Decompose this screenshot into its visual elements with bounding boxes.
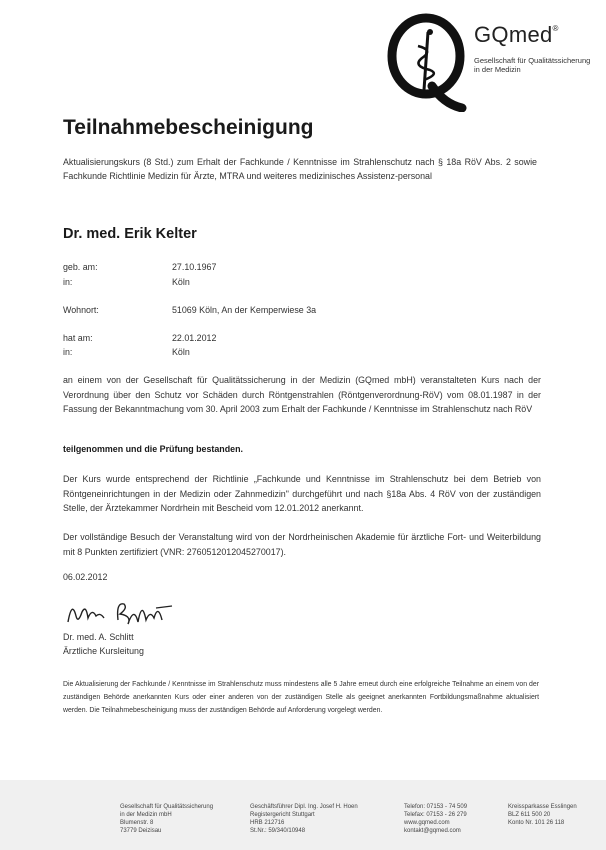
issue-date: 06.02.2012 xyxy=(63,572,108,582)
gqmed-logo-icon xyxy=(384,12,470,112)
footer-contact: Telefon: 07153 - 74 509 Telefax: 07153 - 26 279 www.gqmed.com kontakt@gqmed.com xyxy=(404,804,468,834)
footer-company: Gesellschaft für Qualitätssicherung in der Medizin mbH Blumenstr. 8 73779 Deizisau xyxy=(120,804,214,834)
course-place-value: Köln xyxy=(172,347,190,357)
birthplace-label: in: xyxy=(63,277,73,287)
participant-name: Dr. med. Erik Kelter xyxy=(63,226,197,242)
course-paragraph: an einem von der Gesellschaft für Qualitätssicherung in der Medizin (GQmed mbH) veranstalteten Kurs nach der Verordnung über den Schutz vor Schäden durch Röntgenstrahlen (Röntgenverordnung-RöV) vom 08.01.1987 in der Fassung der Bekanntmachung vom 30. April 2003 zum Erhalt der Fachkunde / Kenntnisse im Strahlenschutz nach RöV xyxy=(63,375,541,414)
renewal-note: Die Aktualisierung der Fachkunde / Kenntnisse im Strahlenschutz muss mindestens alle 5 Jahre erneut durch eine erfolgreiche Teilnahme an einem von der zuständigen Behörde anerkannten Kurs oder einer anderen von der zuständigen Stelle als geeignet anerkannten Fortbildungsmaßnahme aktualisiert werden. Die Teilnahmebescheinigung muss der zuständigen Behörde auf Anforderung vorgelegt werden. xyxy=(63,681,539,714)
signature-icon xyxy=(62,594,182,630)
signatory-role: Ärztliche Kursleitung xyxy=(63,646,144,656)
document-title: Teilnahmebescheinigung xyxy=(63,116,314,139)
signatory xyxy=(63,630,144,658)
signatory-name: Dr. med. A. Schlitt xyxy=(63,632,134,642)
birthdate-label: geb. am: xyxy=(63,262,98,272)
course-place-label: in: xyxy=(63,347,73,357)
exam-passed-statement: teilgenommen und die Prüfung bestanden. xyxy=(63,444,243,454)
residence-label: Wohnort: xyxy=(63,305,99,315)
footer-bank: Kreissparkasse Esslingen BLZ 611 500 20 Konto Nr. 101 26 118 xyxy=(508,804,577,826)
certification-paragraph: Der vollständige Besuch der Veranstaltung wird von der Nordrheinischen Akademie für ärztliche Fort- und Weiterbildung mit 8 Punkten zertifiziert (VNR: 2760512012045270017). xyxy=(63,532,541,557)
logo-wordmark: GQmed® xyxy=(474,22,559,47)
guideline-paragraph: Der Kurs wurde entsprechend der Richtlinie „Fachkunde und Kenntnisse im Strahlenschutz bei dem Betrieb von Röntgeneinrichtungen in der Medizin oder Zahnmedizin" durchgeführt und nach §18a Abs. 4 RöV von der zuständigen Stelle, der Ärztekammer Nordrhein mit Bescheid vom 12.01.2012 anerkannt. xyxy=(63,474,541,513)
birthplace-value: Köln xyxy=(172,277,190,287)
course-date-value: 22.01.2012 xyxy=(172,333,217,343)
residence-value: 51069 Köln, An der Kemperwiese 3a xyxy=(172,305,317,315)
course-date-label: hat am: xyxy=(63,333,93,343)
logo-subtitle: Gesellschaft für Qualitätssicherung in der Medizin xyxy=(474,56,591,74)
birthdate-value: 27.10.1967 xyxy=(172,262,217,272)
footer-management: Geschäftsführer Dipl. Ing. Josef H. Hoen Registergericht Stuttgart HRB 212716 St.Nr.: 59/340/10948 xyxy=(250,804,358,834)
course-description: Aktualisierungskurs (8 Std.) zum Erhalt der Fachkunde / Kenntnisse im Strahlenschutz nach § 18a RöV Abs. 2 sowie Fachkunde Richtlinie Medizin für Ärzte, MTRA und weiteres medizinisches Assistenz-personal xyxy=(63,157,537,181)
